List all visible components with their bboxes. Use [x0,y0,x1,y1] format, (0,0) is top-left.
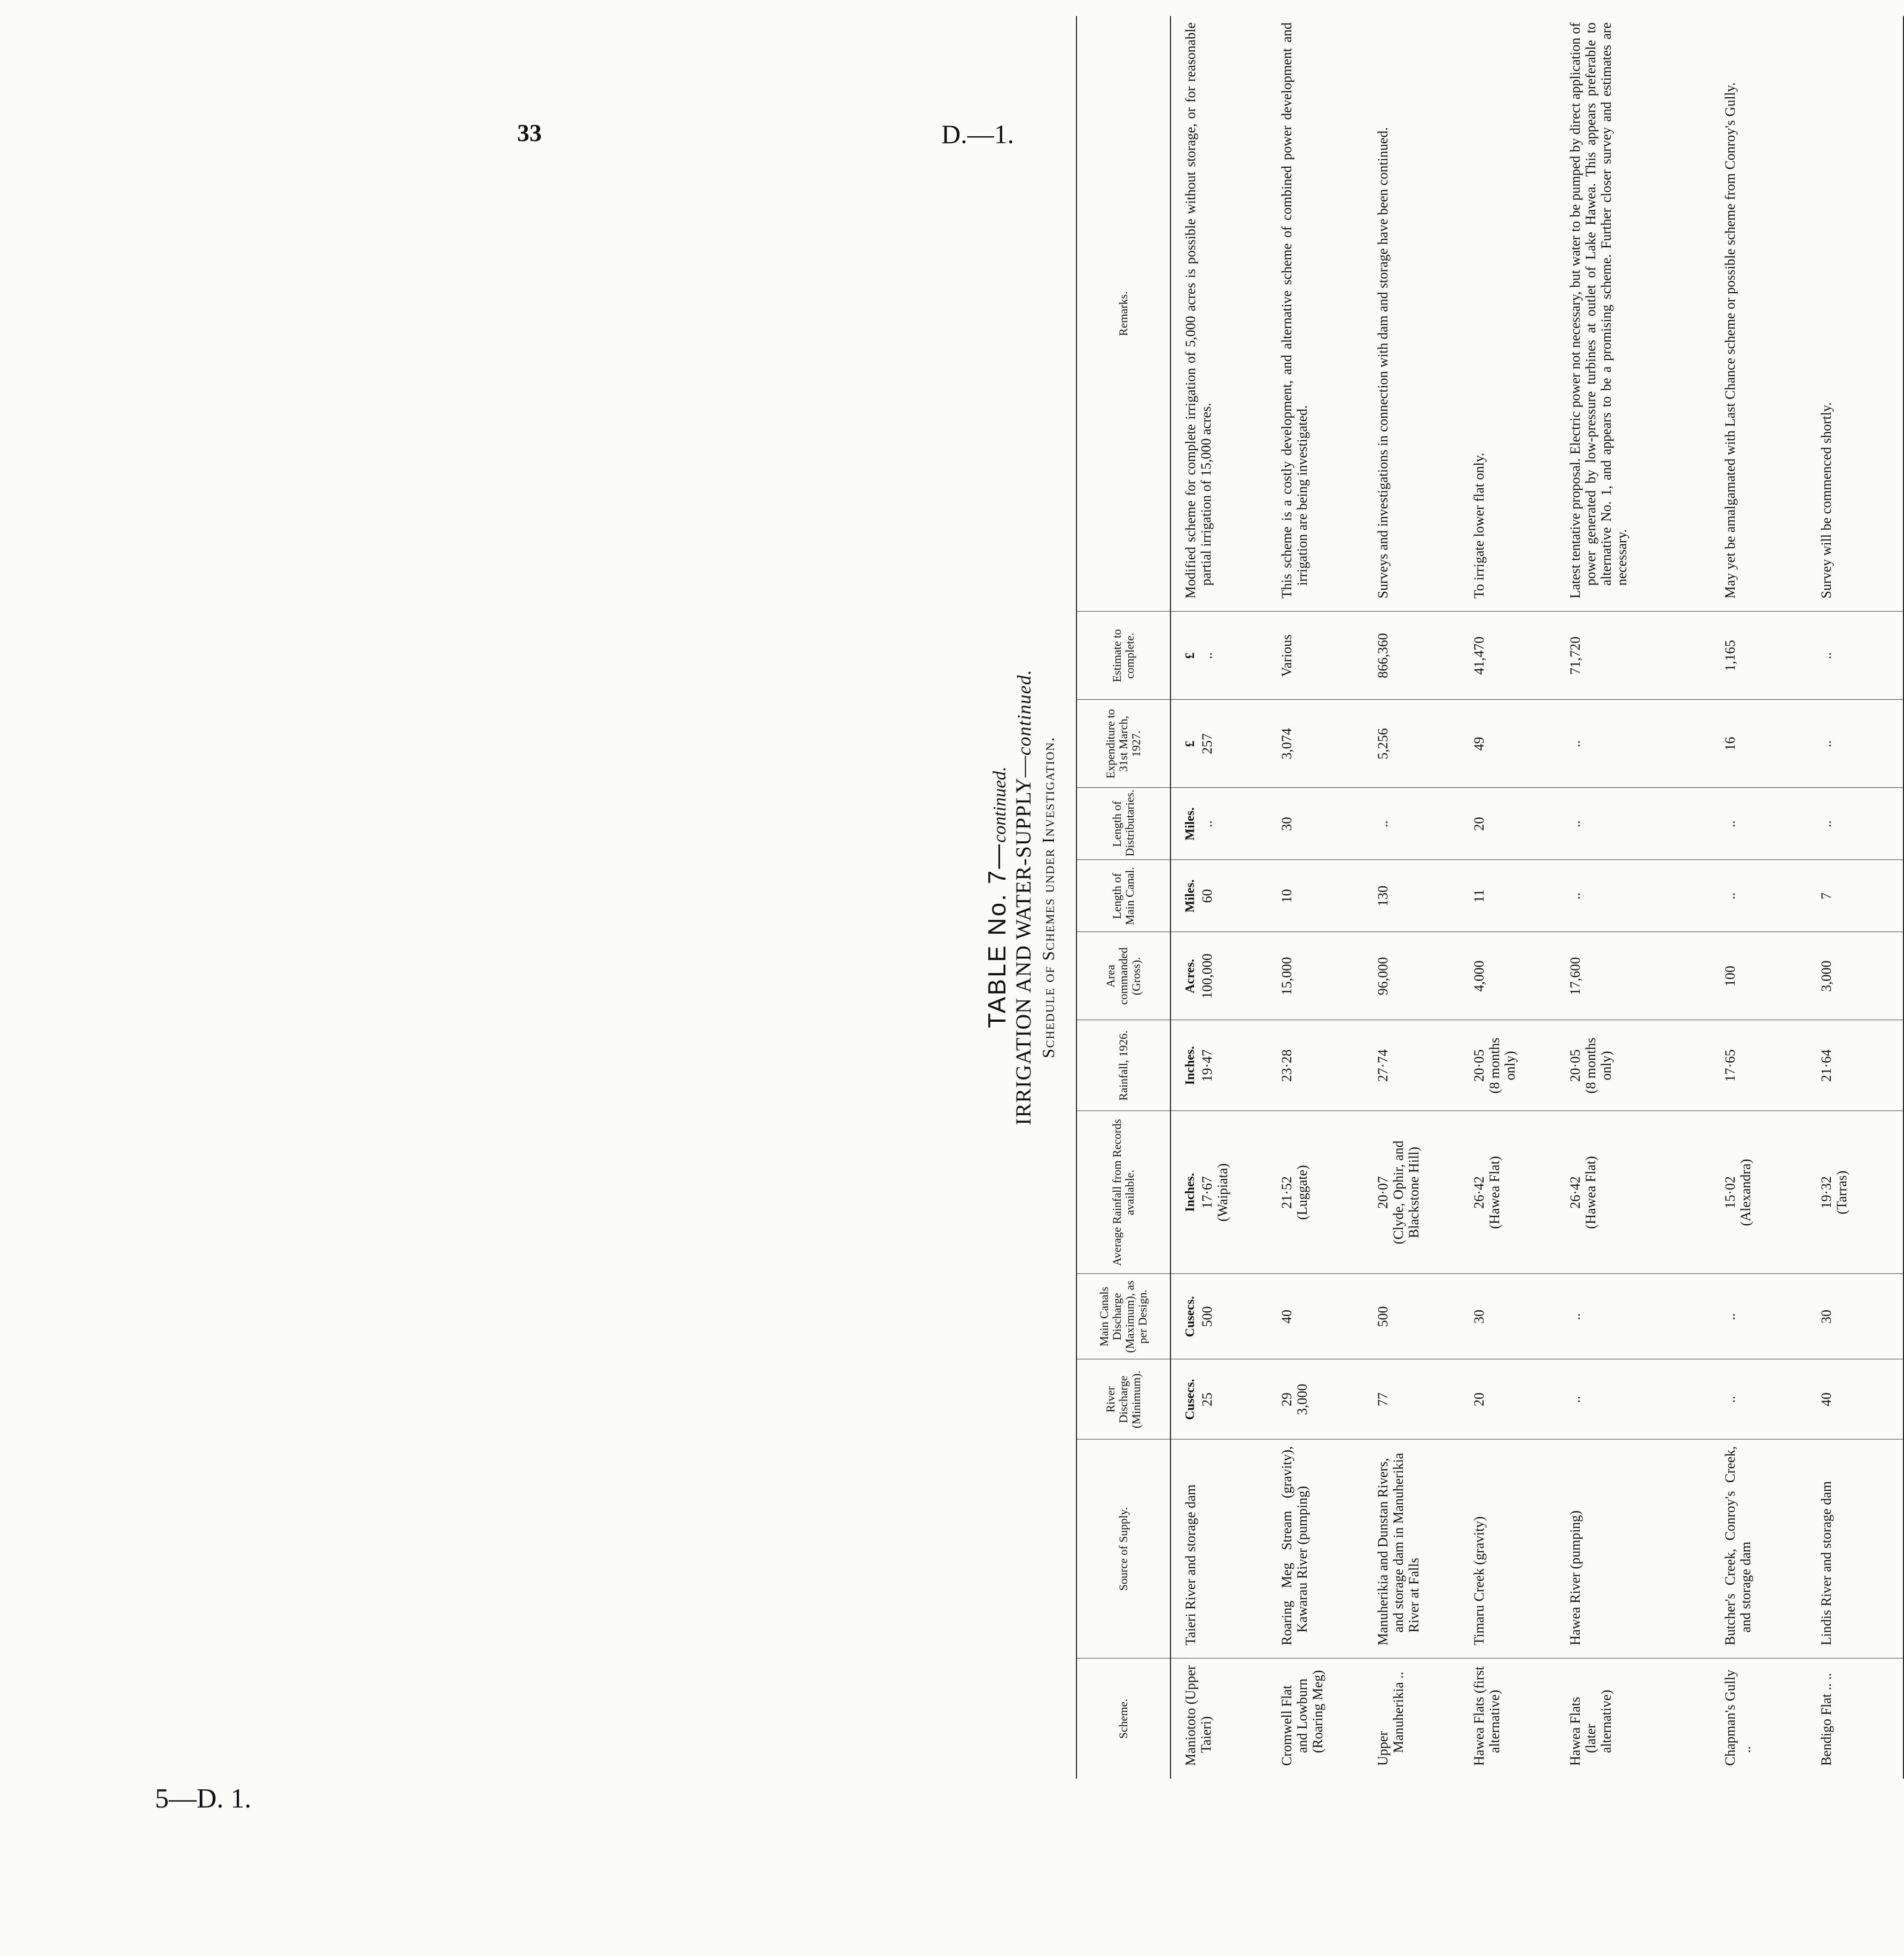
table-main-title: IRRIGATION AND WATER-SUPPLY—continued. [1011,669,1035,1125]
cell-source: Lindis River and storage dam [1807,1439,1903,1658]
cell-distrib: 20 [1460,788,1556,860]
cell-distrib: .. [1556,788,1711,860]
cell-avg-rain: 20·07 (Clyde, Ophir, and Blackstone Hill) [1363,1111,1460,1274]
cell-source: Roaring Meg Stream (gravity), Kawarau River (pumping) [1267,1439,1363,1658]
cell-expend: 3,074 [1267,700,1363,788]
cell-remarks: Surveys and investigations in connection with dam and storage have been continued. [1363,16,1460,612]
cell-rain-1926: 20·05 (8 months only) [1556,1020,1711,1111]
table-row [1711,16,1807,1779]
cell-source: Manuherikia and Dunstan Rivers, and storage dam in Manuherikia River at Falls [1363,1439,1460,1658]
cell-remarks: To irrigate lower flat only. [1460,16,1556,612]
cell-scheme: Bendigo Flat .. .. [1807,1658,1903,1779]
cell-remarks: Survey will be commenced shortly. [1807,16,1903,612]
schemes-table [1076,16,1904,1779]
page-number: 33 [517,119,542,146]
cell-area: 15,000 [1267,932,1363,1020]
col-header-average-rainfall: Average Rainfall from Records available. [1076,1111,1171,1274]
col-header-main-canal: Length of Main Canal. [1076,860,1171,932]
cell-estimate: 866,360 [1363,612,1460,700]
cell-area: 17,600 [1556,932,1711,1020]
cell-estimate: .. [1807,612,1903,700]
cell-remarks: Modified scheme for complete irrigation of 5,000 acres is possible without storage, or for reasonable partial irrigation of 15,000 acres. [1171,16,1267,612]
col-header-distributaries: Length of Distributaries. [1076,788,1171,860]
table-row [1460,16,1556,1779]
cell-source: Hawea River (pumping) [1556,1439,1711,1658]
table-row [1171,16,1267,1779]
cell-river: 40 [1807,1359,1903,1439]
table-row [1807,16,1903,1779]
cell-canal: 40 [1267,1274,1363,1359]
cell-scheme: Chapman's Gully .. [1722,1669,1753,1766]
cell-distrib: .. [1363,788,1460,860]
cell-rain-1926: Inches. 19·47 [1171,1020,1267,1111]
cell-avg-rain: 21·52 (Luggate) [1267,1111,1363,1274]
cell-remarks: May yet be amalgamated with Last Chance scheme or possible scheme from Conroy's Gully. [1711,16,1807,612]
cell-distrib: Miles. .. [1171,788,1267,860]
cell-source: Taieri River and storage dam [1171,1439,1267,1658]
cell-canal: Cusecs. 500 [1171,1274,1267,1359]
cell-canal: 30 [1807,1274,1903,1359]
cell-scheme: Cromwell Flat and Lowburn (Roaring Meg) [1279,1670,1325,1766]
cell-river: 77 [1363,1359,1460,1439]
cell-estimate: 71,720 [1556,612,1711,700]
cell-expend: 5,256 [1363,700,1460,788]
col-header-scheme: Scheme. [1076,1658,1171,1779]
cell-source: Timaru Creek (gravity) [1460,1439,1556,1658]
cell-rain-1926: 23·28 [1267,1020,1363,1111]
cell-distrib: .. [1807,788,1903,860]
cell-main-canal: .. [1556,860,1711,932]
table-number-title: TABLE No. 7—continued. [983,766,1011,1028]
cell-area: Acres. 100,000 [1171,932,1267,1020]
cell-remarks: This scheme is a costly development, and alternative scheme of combined power development and irrigation are being investigated. [1267,16,1363,612]
cell-main-canal: 130 [1363,860,1460,932]
col-header-rainfall-1926: Rainfall, 1926. [1076,1020,1171,1111]
cell-rain-1926: 20·05 (8 months only) [1460,1020,1556,1111]
cell-river: 29 3,000 [1267,1359,1363,1439]
cell-main-canal: 10 [1267,860,1363,932]
cell-scheme: Maniototo (Upper Taieri) [1183,1665,1214,1766]
cell-canal: 30 [1460,1274,1556,1359]
cell-canal: 500 [1363,1274,1460,1359]
col-header-river-discharge: River Discharge (Minimum). [1076,1359,1171,1439]
col-header-area: Area commanded (Gross). [1076,932,1171,1020]
cell-avg-rain: 15·02 (Alexandra) [1711,1111,1807,1274]
cell-river: Cusecs. 25 [1171,1359,1267,1439]
cell-main-canal: Miles. 60 [1171,860,1267,932]
cell-estimate: Various [1267,612,1363,700]
col-header-expenditure: Expenditure to 31st March, 1927. [1076,700,1171,788]
cell-remarks: Latest tentative proposal. Electric power not necessary, but water to be pumped by direct application of power generated by low-pressure turbines at outlet of Lake Hawea. This appears preferable to alternative No. 1, and appears to be a promising scheme. Further closer survey and estimates are necessary. [1556,16,1711,612]
col-header-estimate: Estimate to complete. [1076,612,1171,700]
table-row [1267,16,1363,1779]
cell-estimate: £ .. [1171,612,1267,700]
cell-avg-rain: 19·32 (Tarras) [1807,1111,1903,1274]
cell-avg-rain: Inches. 17·67 (Waipiata) [1171,1111,1267,1274]
cell-river: 20 [1460,1359,1556,1439]
cell-area: 96,000 [1363,932,1460,1020]
cell-scheme: Hawea Flats (later alternative) [1567,1689,1614,1766]
table-row [1363,16,1460,1779]
cell-expend: £ 257 [1171,700,1267,788]
cell-main-canal: .. [1711,860,1807,932]
cell-rain-1926: 17·65 [1711,1020,1807,1111]
col-header-source: Source of Supply. [1076,1439,1171,1658]
cell-distrib: 30 [1267,788,1363,860]
cell-area: 4,000 [1460,932,1556,1020]
cell-estimate: 1,165 [1711,612,1807,700]
cell-avg-rain: 26·42 (Hawea Flat) [1556,1111,1711,1274]
document-reference: D.—1. [941,119,1015,149]
table-row [1556,16,1711,1779]
cell-rain-1926: 21·64 [1807,1020,1903,1111]
cell-area: 100 [1711,932,1807,1020]
cell-expend: .. [1556,700,1711,788]
cell-main-canal: 11 [1460,860,1556,932]
cell-source: Butcher's Creek, Conroy's Creek, and storage dam [1711,1439,1807,1658]
cell-distrib: .. [1711,788,1807,860]
cell-avg-rain: 26·42 (Hawea Flat) [1460,1111,1556,1274]
rotated-table-block [983,16,1850,1779]
cell-scheme: Upper Manuherikia .. [1375,1671,1406,1766]
cell-scheme: Hawea Flats (first alternative) [1471,1666,1502,1766]
cell-estimate: 41,470 [1460,612,1556,700]
cell-expend: 49 [1460,700,1556,788]
footer-reference: 5—D. 1. [155,1783,252,1814]
table-subtitle: Schedule of Schemes under Investigation. [1039,736,1058,1059]
cell-river: .. [1556,1359,1711,1439]
col-header-remarks: Remarks. [1076,16,1171,612]
cell-main-canal: 7 [1807,860,1903,932]
cell-expend: 16 [1711,700,1807,788]
cell-expend: .. [1807,700,1903,788]
cell-canal: .. [1711,1274,1807,1359]
col-header-canal-discharge: Main Canals Discharge (Maximum), as per Design. [1076,1274,1171,1359]
cell-canal: .. [1556,1274,1711,1359]
cell-rain-1926: 27·74 [1363,1020,1460,1111]
cell-river: .. [1711,1359,1807,1439]
header-row [1076,16,1171,1779]
cell-area: 3,000 [1807,932,1903,1020]
